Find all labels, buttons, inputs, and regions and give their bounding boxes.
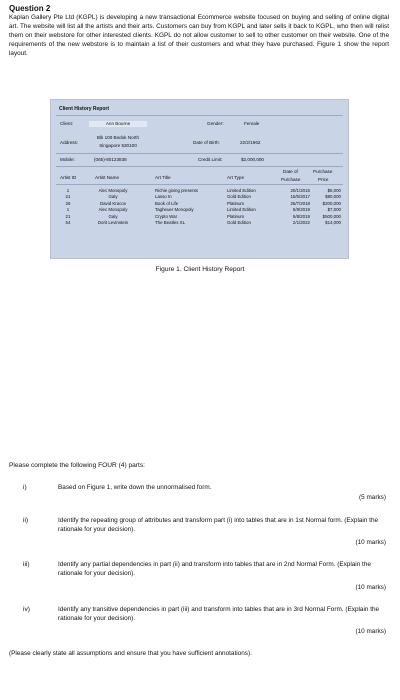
table-cell: Platinum (227, 200, 245, 206)
table-cell: 1 (66, 207, 70, 213)
header-price: Price (318, 177, 329, 182)
column-purchase-price (311, 188, 341, 226)
part-number: iii) (23, 561, 30, 568)
report-title: Client History Report (59, 106, 110, 112)
table-cell: 21 (65, 213, 71, 219)
part-text: Based on Figure 1, write down the unnormalised form. (58, 484, 212, 491)
divider (56, 153, 343, 154)
table-cell: 5/8/2019 (292, 207, 310, 213)
column-art-title (155, 188, 198, 226)
table-cell: Gold Edition (227, 194, 251, 200)
table-cell: Dorit Levinstein (97, 220, 129, 226)
header-purchase-date: Purchase (281, 177, 301, 182)
table-cell: Lasso In (155, 194, 172, 200)
table-cell: Galy (108, 213, 118, 219)
table-cell: $80,000 (325, 194, 341, 200)
table-cell: Alec Monopoly (98, 207, 128, 213)
footer-note: (Please clearly state all assumptions and ensure that you have sufficient annotations). (9, 650, 252, 657)
part-number: ii) (23, 517, 29, 524)
client-value: Ann Bourne (89, 121, 147, 127)
table-cell: Crypto War (155, 213, 178, 219)
instructions: Please complete the following FOUR (4) parts: (9, 462, 145, 469)
table-cell: Limited Edition (227, 207, 256, 213)
address-line-1: Blk 100 Bedok North (96, 135, 140, 140)
question-intro: Kaplan Gallery Pte Ltd (KGPL) is developing a new transactional Ecommerce website focused on buying and selling of online digital art. The website will list all the artists and their arts. Customers can buy from KGPL and later sells it back to KGPL, who then will relist them on their webstore for other interested clients. KGPL do not allow customer to sell to other customer on their website. One of the requirements of the new webstore is to maintain a list of their customers and what they have purchased. Figure 1 show the report layout. (9, 14, 389, 58)
table-cell: 54 (65, 220, 71, 226)
dob-value: 22/2/1962 (240, 140, 261, 145)
address-line-2: Singapore 530100 (99, 143, 137, 148)
column-art-type (227, 188, 256, 226)
table-cell: Limited Edition (227, 188, 256, 193)
part-number: iv) (23, 606, 30, 613)
gender-value: Female (244, 121, 260, 126)
table-cell: Alec Monopoly (98, 188, 128, 193)
table-cell: Richie giving presents (155, 188, 198, 193)
table-cell: $7,000 (327, 207, 341, 213)
header-artist-id: Artist ID (60, 175, 77, 180)
part-marks: (5 marks) (359, 494, 386, 501)
header-art-type: Art Type (227, 175, 245, 180)
gender-label: Gender: (207, 121, 224, 126)
mobile-value: (065)-80123838 (94, 157, 127, 162)
table-cell: 26 (65, 200, 71, 206)
part-marks: (10 marks) (355, 584, 386, 591)
table-cell: Galy (108, 194, 118, 200)
column-artist-name (89, 188, 137, 226)
header-art-title: Art Title (155, 175, 171, 180)
table-cell: Gold Edition (227, 220, 251, 226)
table-cell: 1 (66, 188, 70, 193)
table-cell: 5/8/2019 (292, 213, 310, 219)
mobile-label: Mobile: (60, 157, 75, 162)
table-cell: David Kracov (99, 200, 127, 206)
divider (56, 166, 343, 167)
table-cell: The Beatles XL (155, 220, 186, 226)
divider (56, 184, 343, 185)
table-cell: Platinum (227, 213, 245, 219)
table-cell: 25/7/2018 (290, 200, 310, 206)
question-title: Question 2 (9, 4, 51, 13)
table-cell: 15/5/2017 (290, 194, 310, 200)
client-label: Client: (60, 121, 74, 126)
table-cell: Book of Life (155, 200, 179, 206)
table-cell: $5,000 (327, 188, 341, 193)
credit-limit-value: $2,000,000 (241, 157, 264, 162)
table-cell: $14,000 (325, 220, 341, 226)
table-cell: $500,000 (322, 213, 341, 219)
credit-limit-label: Credit Limit: (198, 157, 223, 162)
part-number: i) (23, 484, 27, 491)
divider (56, 115, 343, 116)
client-history-report (50, 99, 349, 259)
table-cell: 21 (65, 194, 71, 200)
column-purchase-date (277, 188, 310, 226)
address-label: Address: (60, 140, 79, 145)
dob-label: Date of Birth: (193, 140, 220, 145)
header-date-of: Date of (283, 169, 298, 174)
column-artist-id (61, 188, 75, 226)
part-marks: (10 marks) (355, 628, 386, 635)
part-text: Identify any transitive dependencies in part (iii) and transform into tables that are in 3rd Normal Form. (Explain the rationale for your decision). (58, 606, 380, 623)
table-cell: 2/1/2022 (292, 220, 310, 226)
part-marks: (10 marks) (355, 539, 386, 546)
header-artist-name: Artist Name (95, 175, 119, 180)
part-text: Identify any partial dependencies in part (ii) and transform into tables that are in 2nd Normal Form. (Explain the rationale for your decision). (58, 561, 371, 578)
table-cell: 20/1/2015 (290, 188, 310, 193)
header-purchase: Purchase (313, 169, 333, 174)
part-text: Identify the repeating group of attributes and transform part (i) into tables that are in 1st Normal form. (Explain the rationale for your decision). (58, 517, 379, 534)
figure-caption: Figure 1. Client History Report (155, 266, 245, 273)
table-cell: Tagheuer Monopoly (155, 207, 194, 213)
table-cell: $200,000 (322, 200, 341, 206)
